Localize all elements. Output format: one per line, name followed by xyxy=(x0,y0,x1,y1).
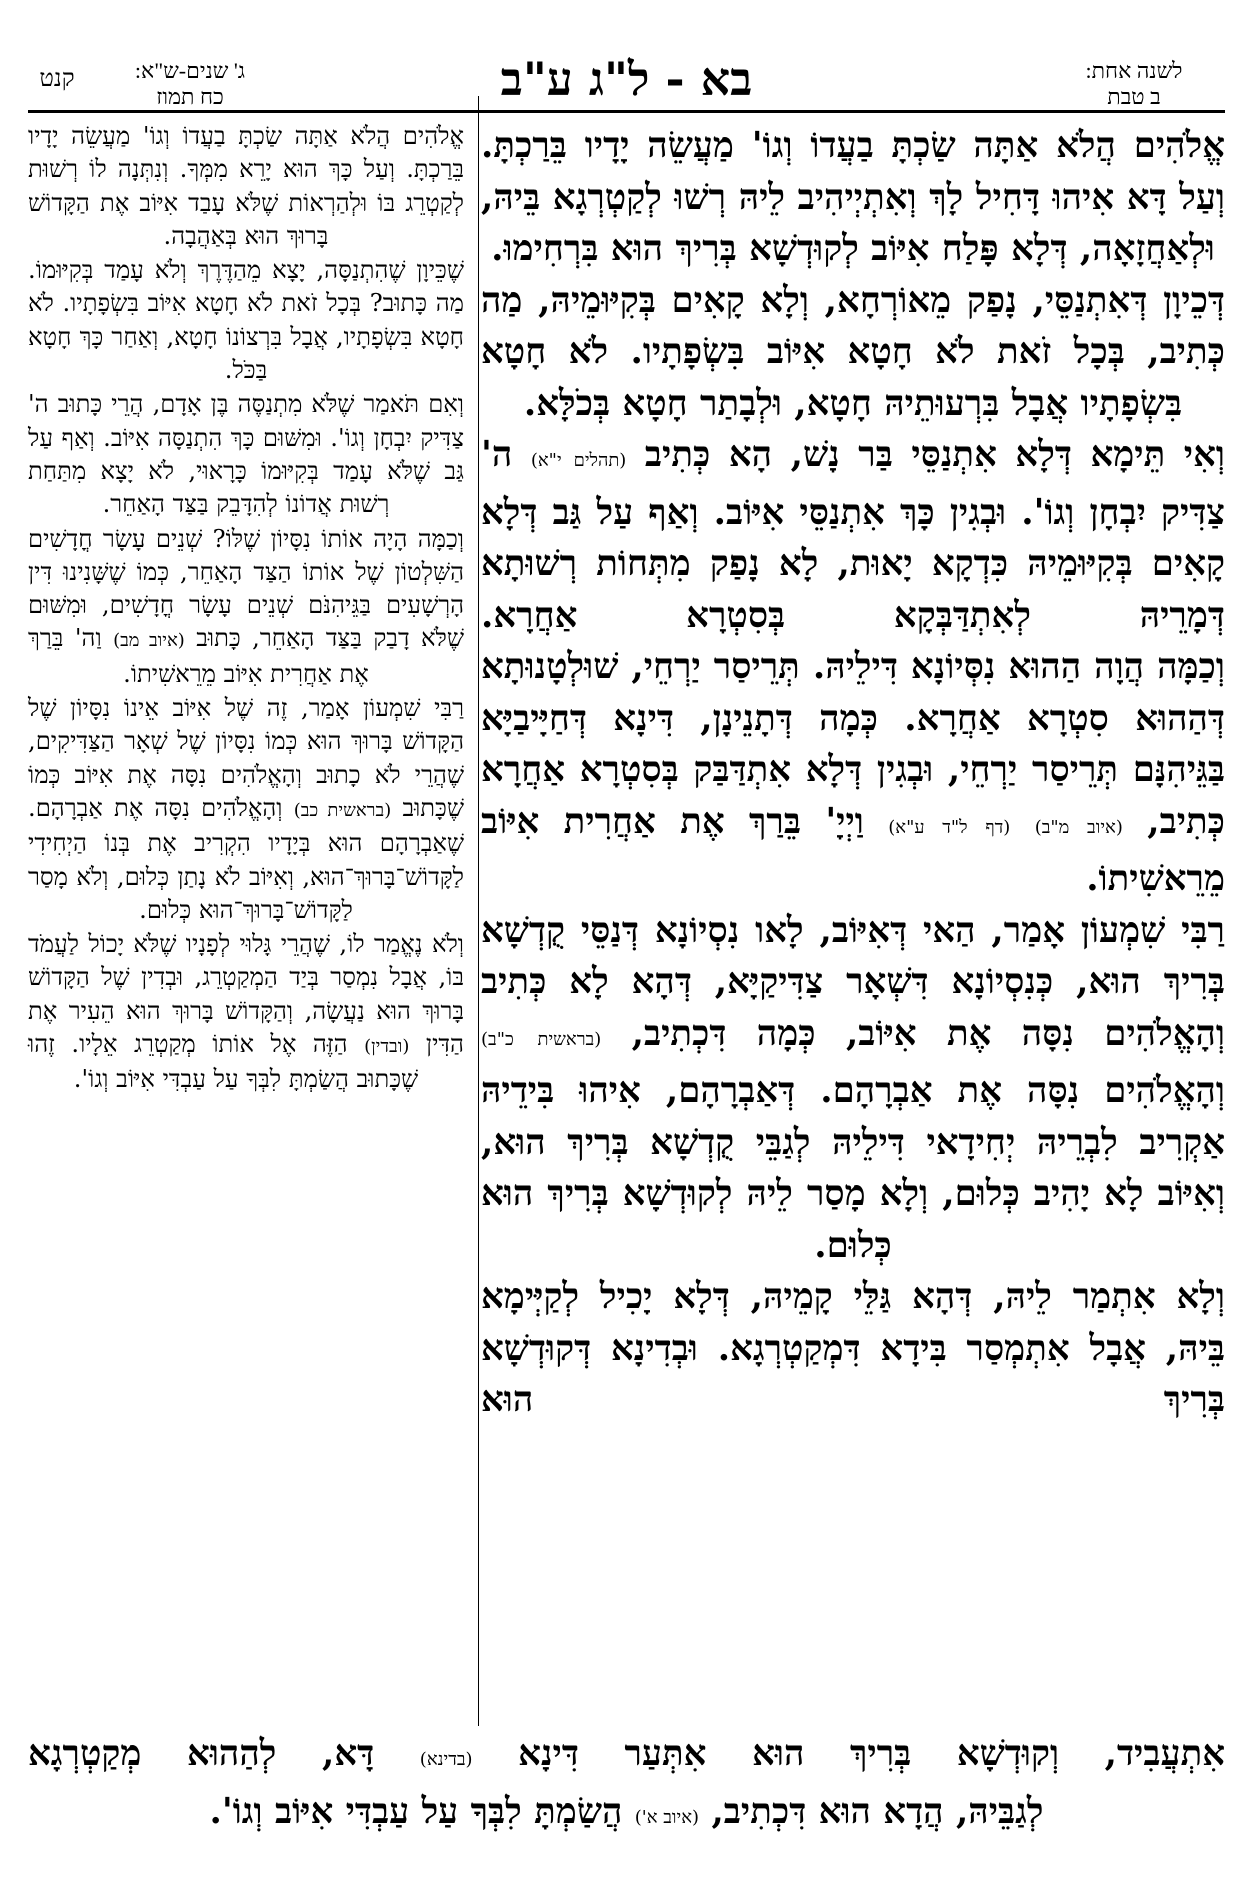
main-paragraph-1: אֱלֹהִים הֲלֹא אַתָּה שַׂכְתָּ בַעֲדוֹ וְגוֹ' מַעֲשֵׂה יָדָיו בֵּרַכְתָּ. וְעַל דָּא אִיהוּ דָּחִיל לָךְ וְאִתְיְיהִיב לֵיהּ רְשׁוּ לְקַטְרְגָא בֵּיהּ, וּלְאַחֲזָאָה, דְּלָא פָּלַח אִיּוֹב לְקוּדְשָׁא בְּרִיךְ הוּא בִּרְחִימוּ. xyxy=(481,125,1225,269)
main-column xyxy=(481,120,1225,1426)
bottom-line-2 xyxy=(28,1786,1225,1844)
bottom-line-2-b: הֲשַׂמְתָּ לִבְּךָ עַל עַבְדִּי אִיּוֹב וְגוֹ'. xyxy=(209,1790,623,1832)
main-ref-daf: (דף ל"ד ע"א) xyxy=(888,816,1011,838)
main-ref-iyov: (איוב מ"ב) xyxy=(1034,816,1123,838)
side-paragraph-6-text: וְלֹא נֶאֱמַר לוֹ, שֶׁהֲרֵי גָּלוּי לְפָנָיו שֶׁלֹּא יָכוֹל לַעֲמֹד בּוֹ, אֲבָל נִמְסַר בְּיַד הַמְקַטְרֵג, וּבְדִין שֶׁל הַקָּדוֹשׁ בָּרוּךְ הוּא נַעֲשָׂה, וְהַקָּדוֹשׁ בָּרוּךְ הוּא הֵעִיר אֶת הַדִּין xyxy=(28,930,464,1059)
main-paragraph-3 xyxy=(481,429,1225,641)
side-ref-iyov: (איוב מב) xyxy=(113,630,185,652)
header-right-top: לשנה אחת: xyxy=(1085,58,1183,83)
side-paragraph-2: שֶׁכֵּיוָן שֶׁהִתְנַסָּה, יָצָא מֵהַדֶּרֶךְ וְלֹא עָמַד בְּקִיּוּמוֹ. מַה כָּתוּב? בְּכָל זֹאת לֹא חָטָא אִיּוֹב בִּשְׂפָתָיו. לֹא חָטָא בִּשְׂפָתָיו, אֲבָל בִּרְצוֹנוֹ חָטָא, וְאַחַר כָּךְ חָטָא בַּכֹּל. xyxy=(28,256,464,385)
side-paragraph-1: אֱלֹהִים הֲלֹא אַתָּה שַׂכְתָּ בַעֲדוֹ וְגוֹ' מַעֲשֵׂה יָדָיו בֵּרַכְתָּ. וְעַל כָּךְ הוּא יָרֵא מִמְּךָ. וְנִתְּנָה לוֹ רְשׁוּת לְקַטְרֵג בּוֹ וּלְהַרְאוֹת שֶׁלֹּא עָבַד אִיּוֹב אֶת הַקָּדוֹשׁ בָּרוּךְ הוּא בְּאַהֲבָה. xyxy=(28,122,464,250)
header-left-top: ג' שנים-ש"א: xyxy=(134,58,246,83)
main-paragraph-6: וְלָא אִתְמַר לֵיהּ, דְּהָא גַּלֵּי קָמֵיהּ, דְּלָא יָכִיל לְקַיְּימָא בֵּיהּ, אֲבָל אִתְמְסַר בִּידָא דִּמְקַטְרְגָא. וּבְדִינָא דְּקוּדְשָׁא בְּרִיךְ הוּא xyxy=(481,1276,1225,1420)
main-paragraph-4 xyxy=(481,641,1225,905)
side-ref-uvadin: (ובדין) xyxy=(364,1036,410,1058)
bottom-line-2-a: לְגַבֵּיהּ, הֲדָא הוּא דִּכְתִיב, xyxy=(711,1790,1044,1832)
bottom-ref-badina: (בדינא) xyxy=(419,1749,473,1770)
main-paragraph-3-text: וְאִי תֵּימָא דְּלָא אִתְנַסֵּי בַּר נָשׁ, הָא כְּתִיב xyxy=(644,434,1225,475)
main-ref-bereshit: (בראשית כ"ב) xyxy=(481,1028,602,1050)
main-paragraph-5 xyxy=(481,905,1225,1272)
main-paragraph-2: דְּכֵיוָן דְּאִתְנַסֵּי, נָפַק מֵאוֹרְחָא, וְלָא קָאִים בְּקִיּוּמֵיהּ, מַה כְּתִיב, בְּכָל זֹאת לֹא חָטָא אִיּוֹב בִּשְׂפָתָיו. לֹא חָטָא בִּשְׂפָתָיו אֲבָל בִּרְעוּתֵיהּ חָטָא, וּלְבָתַר חָטָא בְּכֹלָּא. xyxy=(481,279,1225,424)
side-paragraph-5-text: רַבִּי שִׁמְעוֹן אָמַר, זֶה שֶׁל אִיּוֹב אֵינוֹ נִסָּיוֹן שֶׁל הַקָּדוֹשׁ בָּרוּךְ הוּא כְּמוֹ נִסָּיוֹן שֶׁל שְׁאָר הַצַּדִּיקִים, שֶׁהֲרֵי לֹא כָתוּב וְהָאֱלֹהִים נִסָּה אֶת אִיּוֹב כְּמוֹ שֶׁכָּתוּב xyxy=(28,694,464,822)
side-paragraph-4 xyxy=(28,523,464,691)
bottom-line-1-b: דָּא, לְהַהוּא מְקַטְרְגָא xyxy=(28,1733,375,1774)
bottom-line-1 xyxy=(28,1728,1225,1786)
header-left-bottom: כח תמוז xyxy=(156,84,224,109)
main-paragraph-5-text-b: וְהָאֱלֹהִים נִסָּה אֶת אַבְרָהָם. דְּאַבְרָהָם, אִיהוּ בִּידֵיהּ אַקְרִיב לִבְרֵיהּ יְחִידָאי דִּילֵיהּ לְגַבֵּי קֻדְשָׁא בְּרִיךְ הוּא, וְאִיּוֹב לָא יָהִיב כְּלוּם, וְלָא מָסַר לֵיהּ לְקוּדְשָׁא בְּרִיךְ הוּא כְּלוּם. xyxy=(481,1070,1225,1266)
main-paragraph-3-text-b: ה' צַדִּיק יִבְחָן וְגוֹ'. וּבְגִין כָּךְ אִתְנַסֵּי אִיּוֹב. וְאַף עַל גַּב דְּלָא קָאִים בְּקִיּוּמֵיהּ כִּדְקָא יָאוּת, לָא נָפַק מִתְּחוֹת רְשׁוּתָא דְּמָרֵיהּ לְאִתְדַּבְּקָא בְּסִטְרָא אַחֲרָא. xyxy=(481,434,1225,636)
side-paragraph-6-text-b: הַזֶּה אֶל אוֹתוֹ מְקַטְרֵג אֵלָיו. זֶהוּ שֶׁכָּתוּב הֲשַׂמְתָּ לִבְּךָ עַל עַבְדִּי אִיּוֹב וְגוֹ'. xyxy=(28,1030,419,1094)
main-paragraph-4-text-b: וַיְיָ' בֵּרַךְ אֶת אַחֲרִית אִיּוֹב מֵרֵאשִׁיתוֹ. xyxy=(481,800,1225,899)
side-paragraph-6 xyxy=(28,928,464,1096)
main-paragraph-4-text: וְכַמָּה הֲוָה הַהוּא נִסְּיוֹנָא דִּילֵיהּ. תְּרֵיסַר יַרְחֵי, שׁוּלְטָנוּתָא דְּהַהוּא סִטְרָא אַחֲרָא. כְּמָה דְּתָנֵינָן, דִּינָא דְּחַיָּיבַיָּא בַּגֵּיהִנָּם תְּרֵיסַר יַרְחֵי, וּבְגִין דְּלָא אִתְדַּבַּק בְּסִטְרָא אַחֲרָא כְּתִיב, xyxy=(481,646,1226,842)
page-title: בא - ל"ג ע"ב xyxy=(500,52,753,106)
side-paragraph-5 xyxy=(28,692,464,927)
page-number: קנט xyxy=(39,66,75,92)
main-ref-tehillim: (תהלים י"א) xyxy=(530,450,627,471)
main-paragraph-5-text: רַבִּי שִׁמְעוֹן אָמַר, הַאי דְּאִיּוֹב, לָאו נִסְיוֹנָא דְּנַסֵּי קֻדְשָׁא בְּרִיךְ הוּא, כְּנִסְיוֹנָא דִּשְׁאָר צַדִּיקַיָּא, דְּהָא לָא כְּתִיב וְהָאֱלֹהִים נִסָּה אֶת אִיּוֹב, כְּמָה דִּכְתִיב, xyxy=(481,909,1225,1054)
header-right-bottom: ב טבת xyxy=(1107,84,1161,109)
bottom-ref-iyov: (איוב א') xyxy=(634,1806,700,1828)
side-paragraph-4-text: וְכַמָּה הָיָה אוֹתוֹ נִסָּיוֹן שֶׁלּוֹ? שְׁנֵים עָשָׂר חֳדָשִׁים הַשִּׁלְטוֹן שֶׁל אוֹתוֹ הַצַּד הָאַחֵר, כְּמוֹ שֶׁשָּׁנִינוּ דִּין הָרְשָׁעִים בַּגֵּיהִנֹּם שְׁנֵים עָשָׂר חֳדָשִׁים, וּמִשּׁוּם שֶׁלֹּא דָבַק בַּצַּד הָאַחֵר, כָּתוּב xyxy=(28,524,464,653)
header-rule xyxy=(28,110,1225,113)
bottom-text xyxy=(28,1728,1225,1843)
side-ref-bereshit: (בראשית כב) xyxy=(293,799,392,821)
column-divider xyxy=(478,96,479,1726)
bottom-line-1-a: אִתְעֲבִיד, וְקוּדְשָׁא בְּרִיךְ הוּא אִתְּעַר דִּינָא xyxy=(518,1733,1226,1774)
side-paragraph-4-text-b: וַה' בֵּרַךְ אֶת אַחֲרִית אִיּוֹב מֵרֵאשִׁיתוֹ. xyxy=(28,624,369,688)
side-paragraph-3: וְאִם תֹּאמַר שֶׁלֹּא מִתְנַסֶּה בֶּן אָדָם, הֲרֵי כָּתוּב ה' צַדִּיק יִבְחָן וְגוֹ'. וּמִשּׁוּם כָּךְ הִתְנַסָּה אִיּוֹב. וְאַף עַל גַּב שֶׁלֹּא עָמַד בְּקִיּוּמוֹ כָּרָאוּי, לֹא יָצָא מִתַּחַת רְשׁוּת אֲדוֹנוֹ לְהִדָּבֵק בַּצַּד הָאַחֵר. xyxy=(28,390,464,519)
side-column xyxy=(28,120,464,1098)
header-left-label xyxy=(100,58,280,110)
side-paragraph-5-text-b: וְהָאֱלֹהִים נִסָּה אֶת אַבְרָהָם. שֶׁאַבְרָהָם הוּא בְּיָדָיו הִקְרִיב אֶת בְּנוֹ הַיְחִידִי לַקָּדוֹשׁ־בָּרוּךְ־הוּא, וְאִיּוֹב לֹא נָתַן כְּלוּם, וְלֹא מָסַר לַקָּדוֹשׁ־בָּרוּךְ־הוּא כְּלוּם. xyxy=(28,793,464,924)
